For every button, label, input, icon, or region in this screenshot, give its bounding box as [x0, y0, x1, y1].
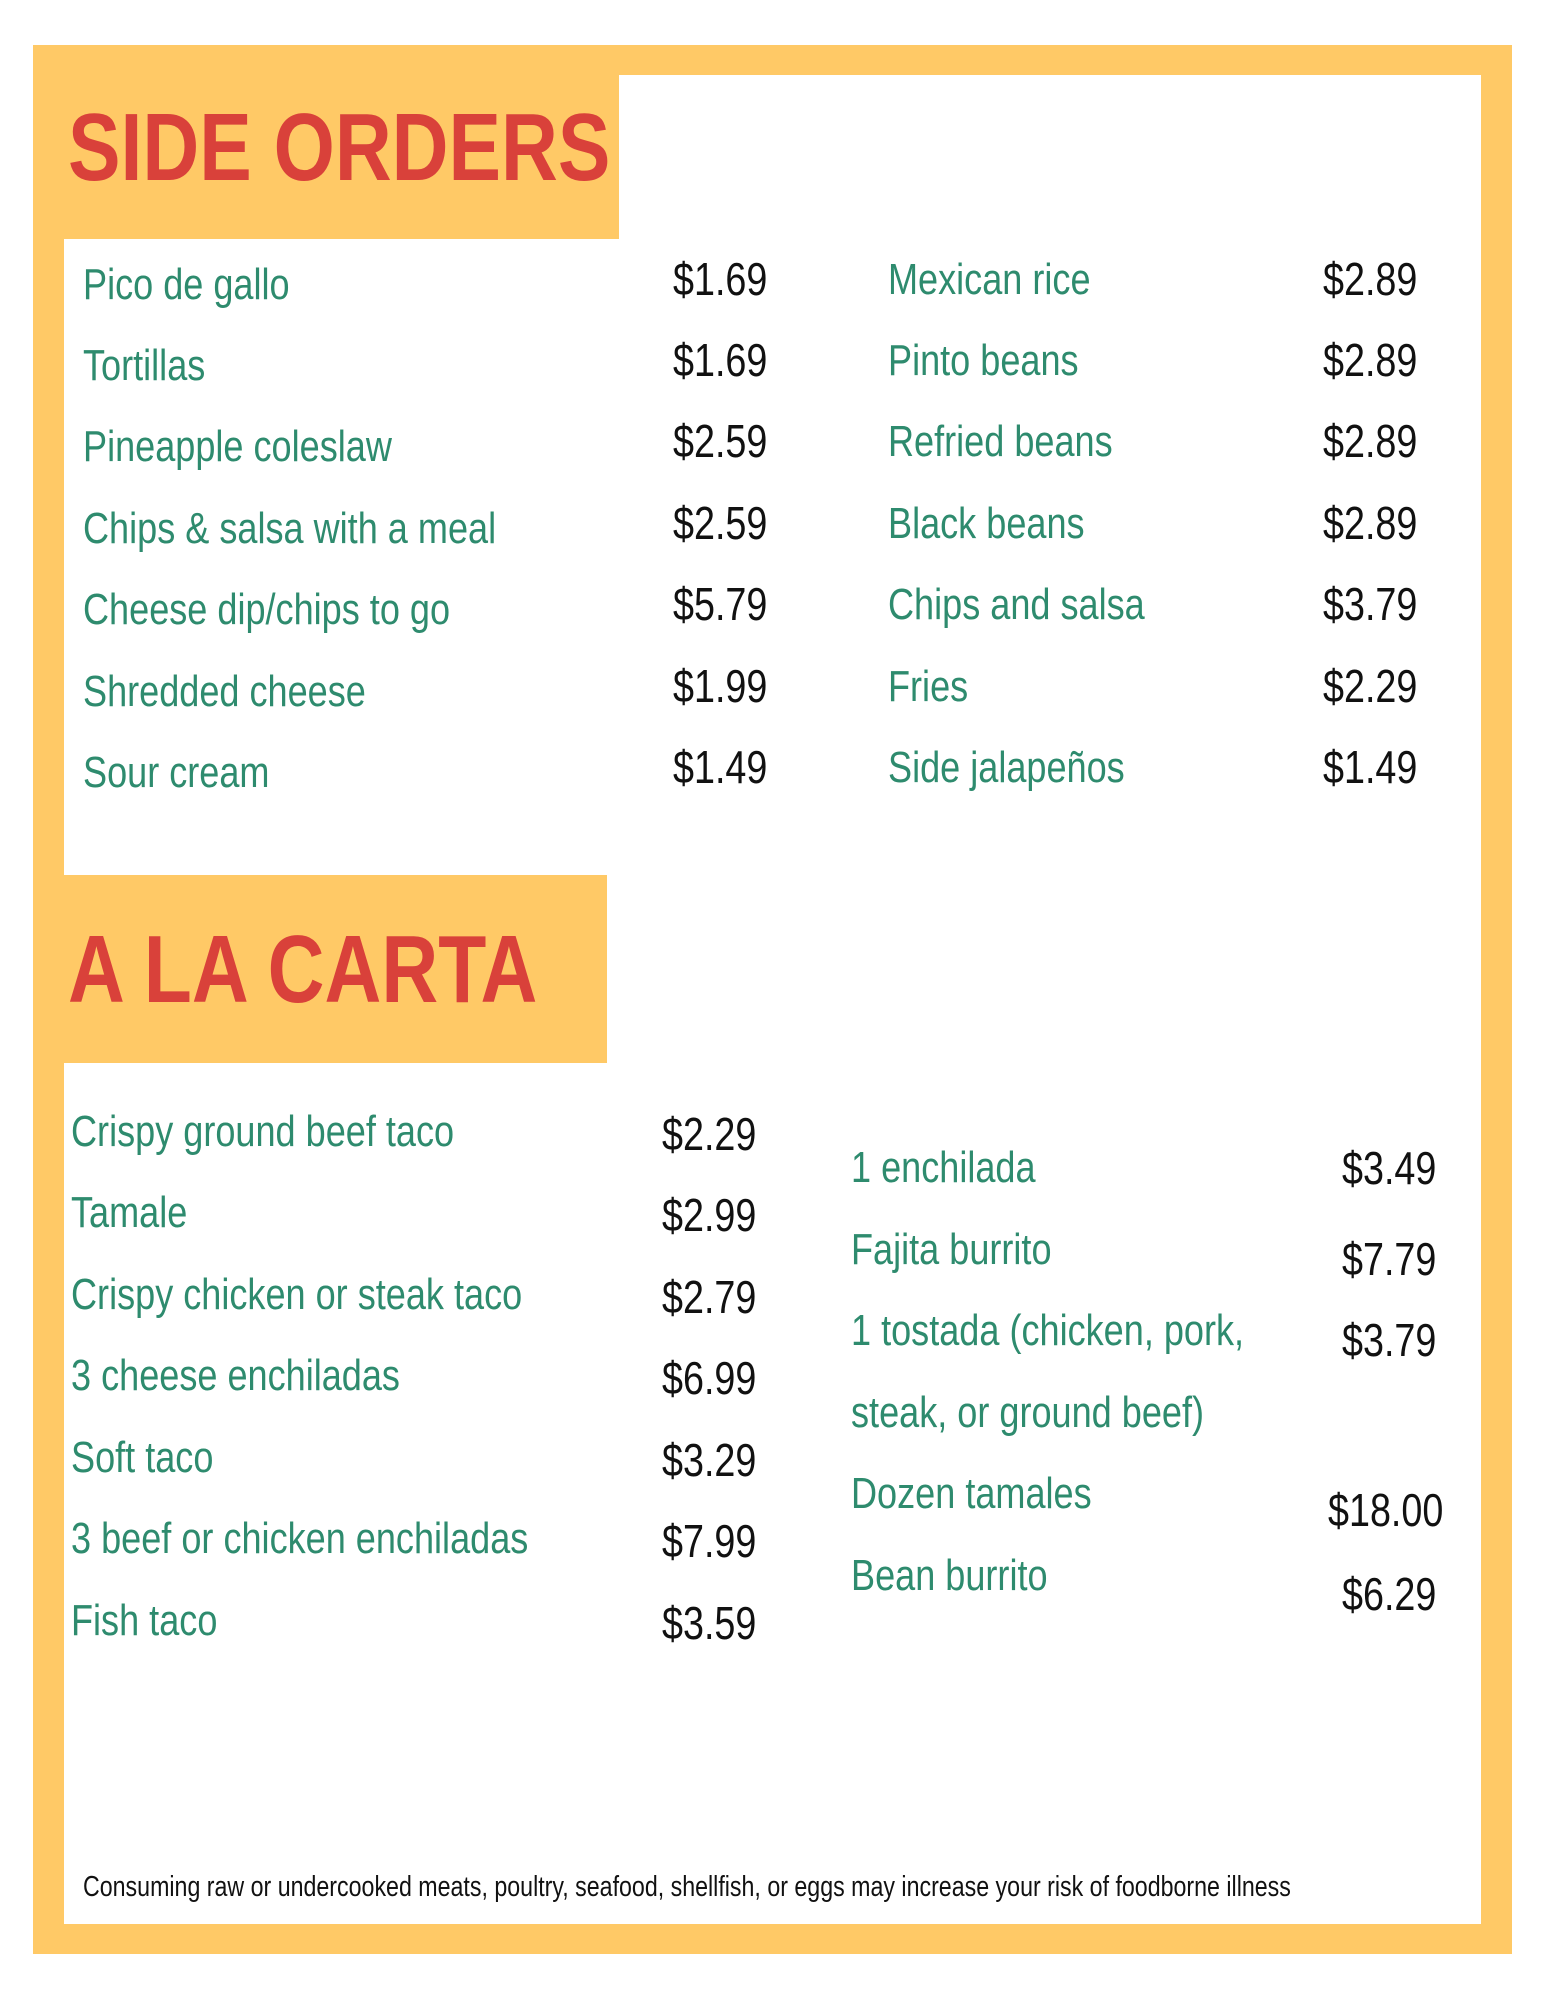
menu-item-price: $1.49	[1323, 741, 1418, 793]
menu-item-name: Pico de gallo	[83, 260, 290, 309]
menu-item-name: 1 enchilada	[851, 1143, 1036, 1192]
menu-item-name: Pinto beans	[888, 336, 1079, 385]
menu-item-price: $3.79	[1323, 578, 1418, 630]
menu-item-name: Refried beans	[888, 417, 1113, 466]
menu-item-price: $2.89	[1323, 497, 1418, 549]
menu-item-price: $3.49	[1342, 1142, 1437, 1194]
menu-item-name: Pineapple coleslaw	[83, 422, 392, 471]
menu-item-price: $2.99	[662, 1189, 757, 1241]
menu-item-name: Bean burrito	[851, 1551, 1048, 1600]
menu-item-price: $1.69	[673, 334, 768, 386]
menu-item-price: $6.99	[662, 1352, 757, 1404]
menu-item-name: Chips & salsa with a meal	[83, 504, 497, 553]
menu-item-price: $3.59	[662, 1597, 757, 1649]
a-la-carta-title: A LA CARTA	[68, 916, 538, 1023]
menu-item-name: 3 cheese enchiladas	[71, 1351, 400, 1400]
menu-item-price: $7.99	[662, 1515, 757, 1567]
menu-item-name: Mexican rice	[888, 255, 1091, 304]
menu-item-price: $1.99	[673, 660, 768, 712]
menu-item-name: 1 tostada (chicken, pork,	[851, 1306, 1245, 1355]
menu-item-name: Crispy ground beef taco	[71, 1107, 455, 1156]
menu-item-name: Cheese dip/chips to go	[83, 585, 451, 634]
menu-item-name: Fries	[888, 662, 969, 711]
menu-item-price: $1.69	[673, 253, 768, 305]
menu-item-name-line2: steak, or ground beef)	[851, 1388, 1204, 1437]
menu-item-price: $3.79	[1342, 1314, 1437, 1366]
menu-item-name: 3 beef or chicken enchiladas	[71, 1514, 529, 1563]
menu-item-name: Fajita burrito	[851, 1225, 1052, 1274]
menu-item-name: Tortillas	[83, 341, 206, 390]
menu-item-price: $1.49	[673, 741, 768, 793]
menu-item-price: $2.89	[1323, 334, 1418, 386]
menu-item-price: $2.59	[673, 415, 768, 467]
menu-item-price: $2.59	[673, 497, 768, 549]
menu-item-price: $2.79	[662, 1271, 757, 1323]
menu-item-name: Soft taco	[71, 1433, 214, 1482]
menu-item-name: Shredded cheese	[83, 667, 366, 716]
menu-item-name: Fish taco	[71, 1596, 218, 1645]
menu-item-name: Crispy chicken or steak taco	[71, 1270, 523, 1319]
menu-item-price: $3.29	[662, 1434, 757, 1486]
menu-item-name: Dozen tamales	[851, 1469, 1092, 1518]
menu-item-price: $18.00	[1328, 1484, 1444, 1536]
menu-item-name: Sour cream	[83, 748, 270, 797]
menu-item-price: $7.79	[1342, 1233, 1437, 1285]
menu-item-price: $2.89	[1323, 415, 1418, 467]
menu-item-price: $6.29	[1342, 1568, 1437, 1620]
menu-item-price: $2.29	[1323, 660, 1418, 712]
menu-item-price: $2.89	[1323, 253, 1418, 305]
menu-item-name: Tamale	[71, 1188, 188, 1237]
food-safety-disclaimer: Consuming raw or undercooked meats, poultry, seafood, shellfish, or eggs may increase your risk of foodborne illness	[83, 1871, 1291, 1903]
menu-item-price: $5.79	[673, 578, 768, 630]
menu-item-name: Black beans	[888, 499, 1085, 548]
menu-item-name: Side jalapeños	[888, 743, 1125, 792]
menu-item-price: $2.29	[662, 1108, 757, 1160]
side-orders-title: SIDE ORDERS	[68, 94, 611, 201]
menu-item-name: Chips and salsa	[888, 580, 1145, 629]
